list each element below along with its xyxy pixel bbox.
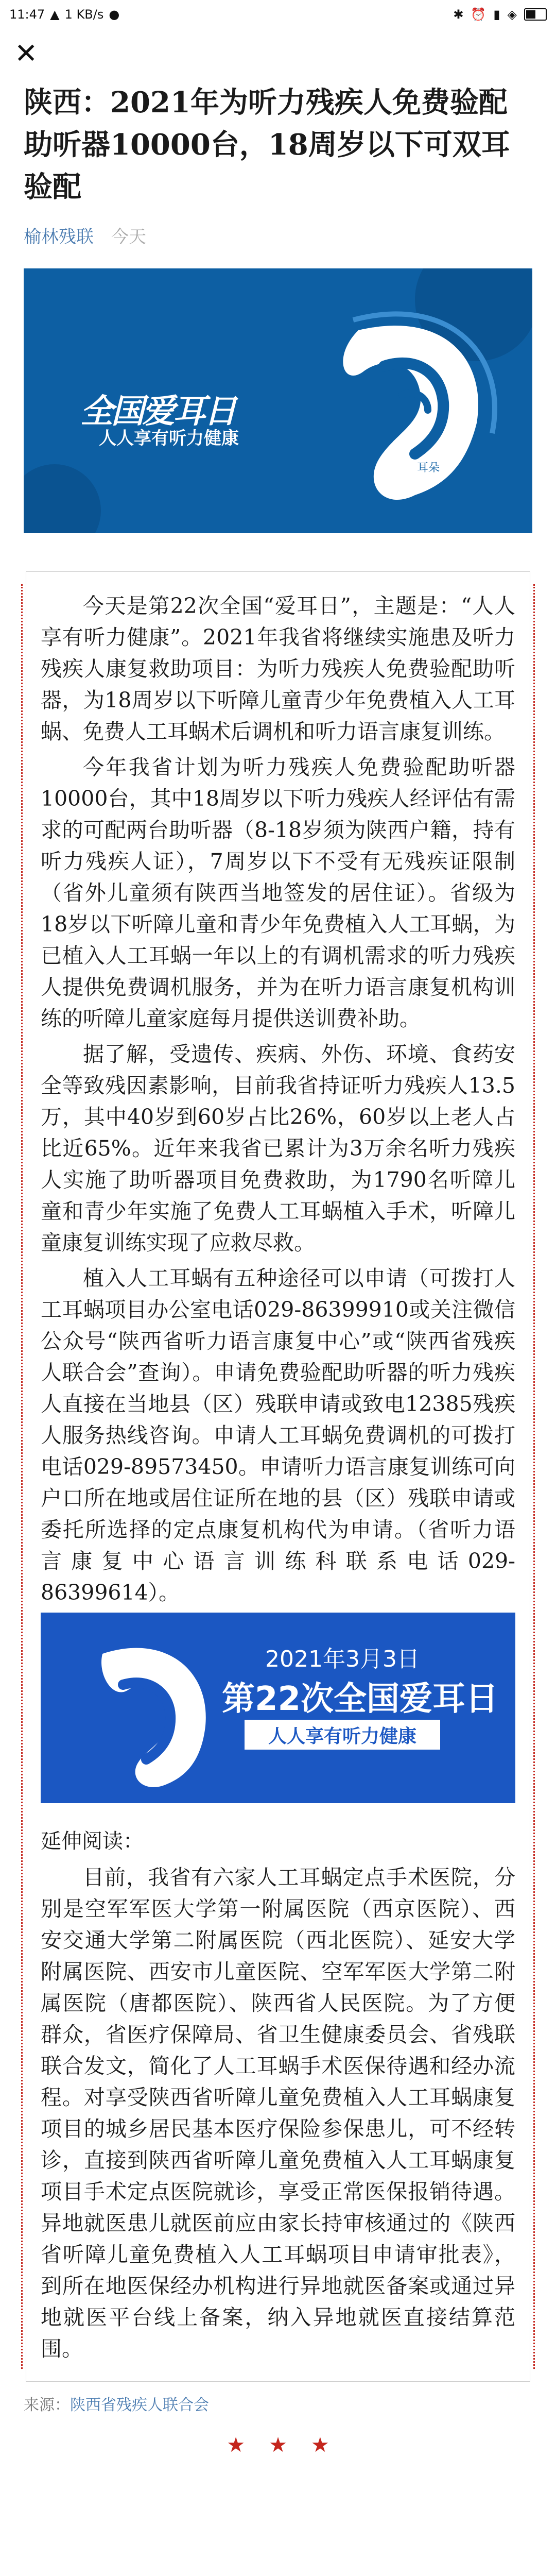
source-line — [24, 2392, 532, 2415]
signal-bars-icon: ▮ — [493, 7, 500, 22]
star-icon: ★ — [269, 2433, 287, 2457]
bluetooth-icon: ✱ — [453, 7, 464, 22]
article-paragraph: 据了解，受遗传、疾病、外伤、环境、食药安全等致残因素影响，目前我省持证听力残疾人13.5万，其中40岁到60岁占比26%，60岁以上老人占比近65%。近年来我省已累计为3万余名听力残疾人实施了助听器项目免费救助，为1790名听障儿童和青少年实施了免费人工耳蜗植入手术，听障儿童康复训练实现了应救尽救。 — [41, 1042, 515, 1255]
article-meta — [24, 223, 532, 248]
close-icon[interactable]: ✕ — [14, 37, 38, 70]
article-content — [0, 81, 556, 2457]
poster-date: 2021年3月3日 — [265, 1646, 420, 1672]
wifi-icon: ◈ — [507, 7, 517, 22]
article-body — [26, 571, 530, 2382]
star-icon: ★ — [310, 2433, 329, 2457]
article-title: 陕西：2021年为听力残疾人免费验配助听器10000台，18周岁以下可双耳验配 — [24, 86, 510, 204]
banner-subtitle: 人人享有听力健康 — [99, 428, 239, 449]
star-icon: ★ — [227, 2433, 246, 2457]
status-time: 11:47 — [9, 7, 45, 22]
article-paragraph: 今天是第22次全国“爱耳日”，主题是：“人人享有听力健康”。2021年我省将继续实施患及听力残疾人康复救助项目：为听力残疾人免费验配助听器，为18周岁以下听障儿童青少年免费植入人工耳蜗、免费人工耳蜗术后调机和听力语言康复训练。 — [41, 594, 515, 744]
status-bar — [0, 0, 556, 29]
article-paragraph: 植入人工耳蜗有五种途径可以申请（可拨打人工耳蜗项目办公室电话029-86399910或关注微信公众号“陕西省听力语言康复中心”或“陕西省残疾人联合会”查询）。申请免费验配助听器的听力残疾人直接在当地县（区）残联申请或致电12385残疾人服务热线咨询。申请人工耳蜗免费调机的可拨打电话029-89573450。申请听力语言康复训练可向户口所在地或居住证所在地的县（区）残联申请或委托所选择的定点康复机构代为申请。（省听力语言康复中心语言训练科联系电话029-86399614）。 — [41, 1266, 515, 1605]
source-org: 陕西省残疾人联合会 — [70, 2396, 209, 2414]
source-label: 来源： — [24, 2396, 70, 2414]
banner-image — [24, 268, 532, 533]
publish-date: 今天 — [111, 227, 146, 247]
battery-fill — [526, 10, 535, 19]
nav-bar — [0, 29, 556, 78]
poster-image — [41, 1613, 515, 1803]
banner-ear-label: 耳朵 — [417, 462, 440, 474]
banner-caption: 全国爱耳日 — [80, 392, 235, 431]
battery-icon — [524, 8, 547, 21]
extended-reading-label: 延伸阅读： — [41, 1829, 144, 1853]
signal-icon: ▲ — [50, 7, 60, 22]
article-paragraph: 今年我省计划为听力残疾人免费验配助听器10000台，其中18周岁以下听力残疾人经评估有需求的可配两台助听器（8-18岁须为陕西户籍，持有听力残疾人证），7周岁以下不受有无残疾证限制（省外儿童须有陕西当地签发的居住证）。省级为18岁以下听障儿童和青少年免费植入人工耳蜗，为已植入人工耳蜗一年以上的有调机需求的听力残疾人提供免费调机服务，并为在听力语言康复机构训练的听障儿童家庭每月提供送训费补助。 — [41, 755, 515, 1031]
author-link[interactable]: 榆林残联 — [24, 227, 94, 247]
end-decoration — [24, 2433, 532, 2457]
extended-reading-paragraph: 目前，我省有六家人工耳蜗定点手术医院，分别是空军军医大学第一附属医院（西京医院）、西安交通大学第二附属医院（西北医院）、延安大学附属医院、西安市儿童医院、空军军医大学第二附属医院（唐都医院）、陕西省人民医院。为了方便群众，省医疗保障局、省卫生健康委员会、省残联联合发文，简化了人工耳蜗手术医保待遇和经办流程。对享受陕西省听障儿童免费植入人工耳蜗康复项目的城乡居民基本医疗保险参保患儿，可不经转诊，直接到陕西省听障儿童免费植入人工耳蜗康复项目手术定点医院就诊，享受正常医保报销待遇。异地就医患儿就医前应由家长持审核通过的《陕西省听障儿童免费植入人工耳蜗项目申请审批表》，到所在地医保经办机构进行异地就医备案或通过异地就医平台线上备案，纳入异地就医直接结算范围。 — [41, 1865, 515, 2361]
poster-tag: 人人享有听力健康 — [245, 1720, 440, 1750]
notification-icon: ● — [109, 7, 120, 22]
alarm-icon: ⏰ — [471, 7, 486, 22]
poster-headline: 第22次全国爱耳日 — [222, 1680, 499, 1718]
net-speed: 1 KB/s — [64, 7, 104, 22]
